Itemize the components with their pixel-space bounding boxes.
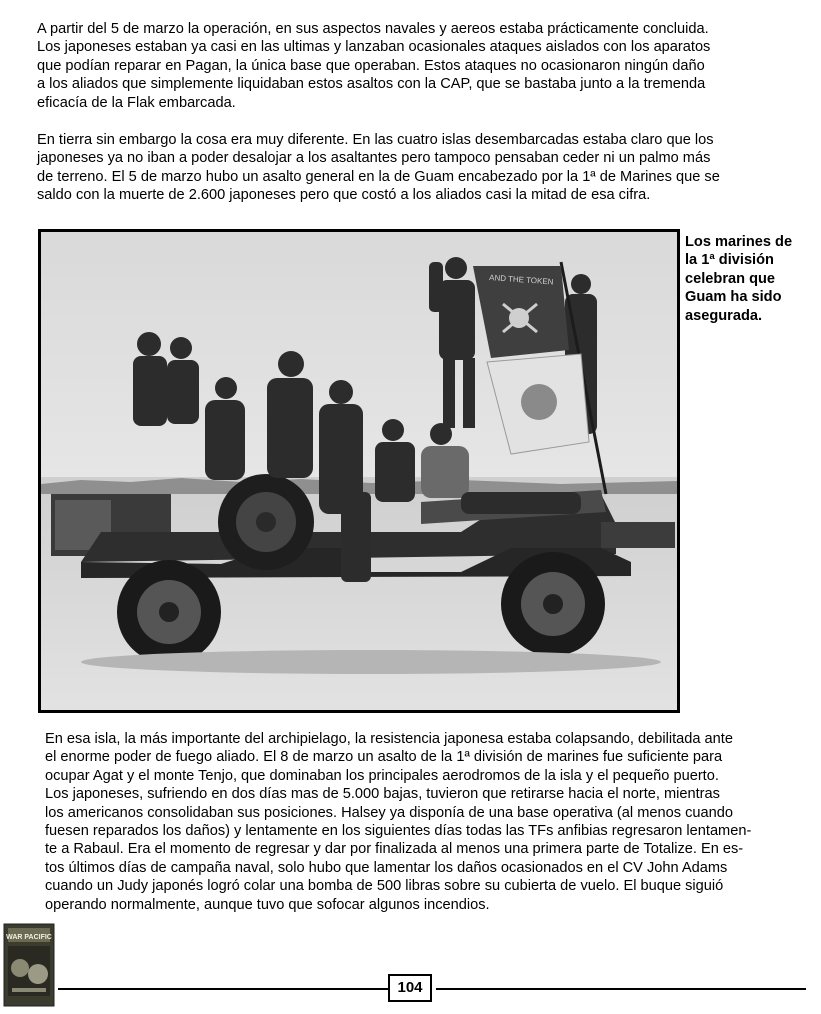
marines-jeep-photo	[38, 229, 680, 713]
guam-paragraph: En esa isla, la más importante del archipielago, la resistencia japonesa estaba colapsando, debilitada ante el enorme poder de fuego aliado. El 8 de marzo un asalto de la 1ª división de marines fue suficiente para ocupar Agat y el monte Tenjo, que dominaban los principales aerodromos de la isla y el pequeño puerto. Los japoneses, sufriendo en dos días mas de 5.000 bajas, tuvieron que retirarse hacia el norte, mientras los americanos consolidaban sus posiciones. Halsey ya disponía de una base operativa (al menos cuando fuesen reparados los daños) y lentamente en los siguientes días todas las TFs anfibias regresaron lentamen- te a Rabaul. Era el momento de regresar y dar por finalizada al menos una primera parte de Totalize. En es- tos últimos días de campaña naval, solo hubo que lamentar los daños ocasionados en el CV John Adams cuando un Judy japonés logró colar una bomba de 500 libras sobre su cubierta de vuelo. El buque siguió operando normalmente, aunque tuvo que sofocar algunos incendios.	[45, 731, 752, 913]
war-in-the-pacific-dvd-icon	[2, 922, 58, 1008]
dvd-title: WAR PACIFIC	[6, 934, 52, 941]
photo-caption: Los marines de la 1ª división celebran que Guam ha sido asegurada.	[685, 234, 793, 324]
page-number: 104	[388, 974, 432, 1002]
land-battle-paragraph: En tierra sin embargo la cosa era muy diferente. En las cuatro islas desembarcadas estaba claro que los japoneses ya no iban a poder desalojar a los asaltantes pero tampoco pensaban ceder ni un palmo más de terreno. El 5 de marzo hubo un asalto general en la de Guam encabezado por la 1ª de Marines que se saldo con la muerte de 2.600 japoneses pero que costó a los aliados casi la mitad de esa cifra.	[37, 132, 720, 204]
footer-rule-left	[58, 988, 388, 990]
flag-inscription: AND THE TOKEN	[488, 273, 554, 287]
footer-rule-right	[436, 988, 806, 990]
intro-paragraph: A partir del 5 de marzo la operación, en sus aspectos navales y aereos estaba prácticamente concluida. Los japoneses estaban ya casi en las ultimas y lanzaban ocasionales ataques aislados con los aparatos que podían reparar en Pagan, la única base que operaban. Estos ataques no ocasionaron ningún daño a los aliados que simplemente liquidaban estos asaltos con la CAP, que se bastaba junto a la tremenda eficacía de la Flak embarcada.	[37, 21, 711, 111]
